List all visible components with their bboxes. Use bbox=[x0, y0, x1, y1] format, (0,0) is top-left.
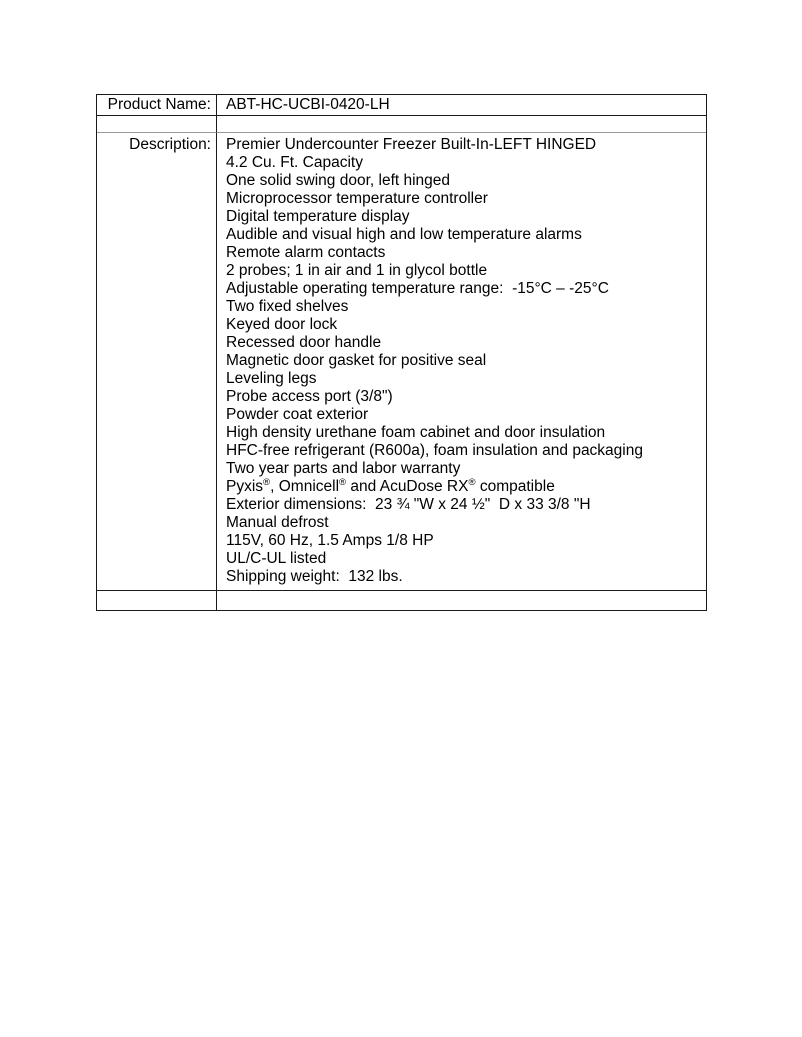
description-line: 115V, 60 Hz, 1.5 Amps 1/8 HP bbox=[226, 532, 434, 549]
description-line: Microprocessor temperature controller bbox=[226, 190, 488, 207]
product-spec-table bbox=[96, 94, 707, 611]
bottom-spacer-label-cell bbox=[97, 591, 217, 610]
bottom-spacer-value-cell bbox=[217, 591, 706, 610]
description-line: HFC-free refrigerant (R600a), foam insulation and packaging bbox=[226, 442, 643, 459]
description-line: Shipping weight: 132 lbs. bbox=[226, 568, 403, 585]
description-line: Remote alarm contacts bbox=[226, 244, 386, 261]
description-line: Premier Undercounter Freezer Built-In-LEFT HINGED bbox=[226, 136, 597, 153]
description-line: High density urethane foam cabinet and door insulation bbox=[226, 424, 606, 441]
description-value bbox=[217, 133, 706, 591]
description-line: Pyxis®, Omnicell® and AcuDose RX® compatible bbox=[226, 476, 555, 495]
description-line: Magnetic door gasket for positive seal bbox=[226, 352, 487, 369]
product-name-value: ABT-HC-UCBI-0420-LH bbox=[217, 95, 706, 116]
description-line: 4.2 Cu. Ft. Capacity bbox=[226, 154, 363, 171]
spacer-row-value-cell bbox=[217, 116, 706, 133]
description-line: Keyed door lock bbox=[226, 316, 338, 333]
description-line: Leveling legs bbox=[226, 370, 317, 387]
description-line: Recessed door handle bbox=[226, 334, 382, 351]
description-line: UL/C-UL listed bbox=[226, 550, 327, 567]
description-line: Probe access port (3/8") bbox=[226, 388, 393, 405]
description-line: 2 probes; 1 in air and 1 in glycol bottle bbox=[226, 262, 488, 279]
description-line: Adjustable operating temperature range: -15°C – -25°C bbox=[226, 280, 609, 297]
description-line: Manual defrost bbox=[226, 514, 329, 531]
description-line: Audible and visual high and low temperature alarms bbox=[226, 226, 582, 243]
description-line: Exterior dimensions: 23 ¾ "W x 24 ½" D x 33 3/8 "H bbox=[226, 496, 591, 513]
spacer-row-label-cell bbox=[97, 116, 217, 133]
description-line: Digital temperature display bbox=[226, 208, 410, 225]
description-line: Powder coat exterior bbox=[226, 406, 369, 423]
description-line: Two year parts and labor warranty bbox=[226, 460, 461, 477]
product-name-label: Product Name: bbox=[97, 95, 217, 116]
description-label: Description: bbox=[97, 133, 217, 591]
description-line: Two fixed shelves bbox=[226, 298, 349, 315]
description-line: One solid swing door, left hinged bbox=[226, 172, 451, 189]
